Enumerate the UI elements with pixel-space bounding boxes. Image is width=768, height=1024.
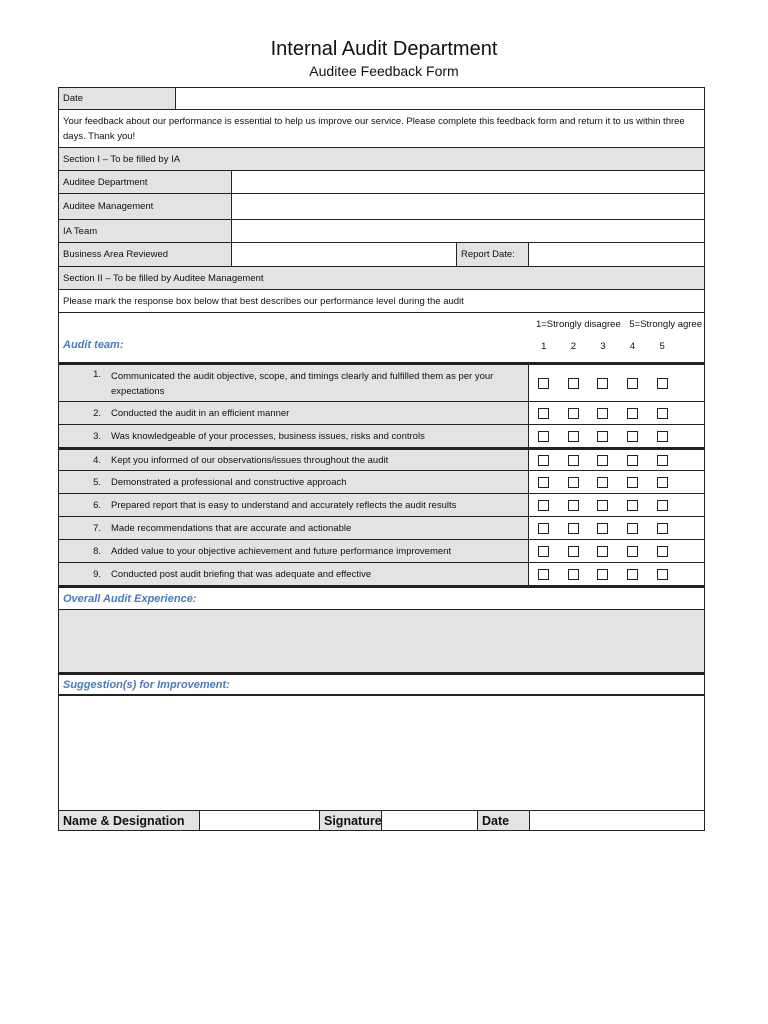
section1-heading: Section I – To be filled by IA bbox=[63, 153, 181, 165]
scale-left-label: 1=Strongly disagree bbox=[535, 319, 621, 330]
scale-numbers bbox=[529, 341, 704, 352]
rating-checkbox[interactable] bbox=[538, 477, 549, 488]
rating-item-number: 2. bbox=[93, 407, 101, 419]
rating-item-number: 5. bbox=[93, 476, 101, 488]
rating-item-row bbox=[58, 448, 705, 471]
rating-item-number: 6. bbox=[93, 499, 101, 511]
rating-item-statement bbox=[59, 471, 529, 493]
date-field[interactable] bbox=[176, 88, 704, 109]
rating-option-4 bbox=[618, 402, 648, 424]
rating-checkbox[interactable] bbox=[657, 431, 668, 442]
rating-option-4 bbox=[618, 517, 648, 539]
rating-options bbox=[529, 425, 704, 447]
rating-option-5 bbox=[647, 471, 677, 493]
rating-item-text: Prepared report that is easy to understand and accurately reflects the audit results bbox=[111, 499, 457, 511]
rating-item-statement bbox=[59, 425, 529, 447]
rating-item-number: 8. bbox=[93, 545, 101, 557]
rating-item-number: 7. bbox=[93, 522, 101, 534]
rating-checkbox[interactable] bbox=[538, 569, 549, 580]
rating-option-1 bbox=[529, 402, 559, 424]
rating-option-3 bbox=[588, 563, 618, 585]
name-designation-label: Name & Designation bbox=[59, 811, 200, 830]
footer-date-label: Date bbox=[478, 811, 530, 830]
rating-item-number: 3. bbox=[93, 430, 101, 442]
ia-team-label: IA Team bbox=[59, 220, 232, 242]
rating-option-5 bbox=[647, 563, 677, 585]
rating-option-2 bbox=[559, 563, 589, 585]
rating-option-2 bbox=[559, 425, 589, 447]
rating-item-number: 1. bbox=[93, 369, 101, 380]
rating-checkbox[interactable] bbox=[657, 569, 668, 580]
rating-item-row bbox=[58, 363, 705, 402]
rating-option-1 bbox=[529, 425, 559, 447]
rating-checkbox[interactable] bbox=[568, 408, 579, 419]
auditee-management-field[interactable] bbox=[232, 194, 704, 219]
rating-option-4 bbox=[618, 540, 648, 562]
rating-item-statement bbox=[59, 402, 529, 424]
auditee-department-field[interactable] bbox=[232, 171, 704, 193]
rating-option-4 bbox=[618, 365, 648, 401]
rating-options bbox=[529, 450, 704, 470]
rating-checkbox[interactable] bbox=[657, 378, 668, 389]
rating-option-3 bbox=[588, 540, 618, 562]
footer-row bbox=[58, 811, 705, 831]
rating-checkbox[interactable] bbox=[597, 408, 608, 419]
instruction-row bbox=[58, 290, 705, 313]
rating-checkbox[interactable] bbox=[538, 408, 549, 419]
rating-option-3 bbox=[588, 471, 618, 493]
rating-checkbox[interactable] bbox=[597, 378, 608, 389]
form-subtitle: Auditee Feedback Form bbox=[309, 63, 459, 79]
rating-option-3 bbox=[588, 450, 618, 470]
rating-options bbox=[529, 402, 704, 424]
rating-options bbox=[529, 517, 704, 539]
rating-checkbox[interactable] bbox=[657, 500, 668, 511]
feedback-form bbox=[58, 87, 705, 831]
rating-checkbox[interactable] bbox=[597, 477, 608, 488]
rating-option-1 bbox=[529, 450, 559, 470]
rating-option-2 bbox=[559, 365, 589, 401]
report-date-field[interactable] bbox=[529, 243, 704, 266]
rating-option-5 bbox=[647, 365, 677, 401]
rating-checkbox[interactable] bbox=[597, 569, 608, 580]
rating-option-3 bbox=[588, 494, 618, 516]
scale-legend bbox=[536, 319, 702, 330]
scale-number: 5 bbox=[659, 341, 665, 352]
name-designation-field[interactable] bbox=[200, 811, 320, 830]
rating-checkbox[interactable] bbox=[627, 569, 638, 580]
section2-heading: Section II – To be filled by Auditee Management bbox=[63, 272, 264, 284]
intro-row bbox=[58, 110, 705, 148]
business-area-field[interactable] bbox=[232, 243, 457, 266]
rating-item-statement bbox=[59, 517, 529, 539]
rating-checkbox[interactable] bbox=[597, 546, 608, 557]
section2-heading-row bbox=[58, 267, 705, 290]
rating-checkbox[interactable] bbox=[538, 523, 549, 534]
signature-field[interactable] bbox=[382, 811, 478, 830]
ia-team-row bbox=[58, 220, 705, 243]
suggestions-input[interactable] bbox=[58, 696, 705, 811]
rating-item-row bbox=[58, 402, 705, 425]
rating-item-number: 9. bbox=[93, 568, 101, 580]
report-date-label: Report Date: bbox=[457, 243, 529, 266]
rating-option-4 bbox=[618, 563, 648, 585]
rating-checkbox[interactable] bbox=[568, 546, 579, 557]
rating-item-row bbox=[58, 494, 705, 517]
rating-checkbox[interactable] bbox=[627, 523, 638, 534]
audit-team-label: Audit team: bbox=[63, 339, 124, 351]
scale-number: 3 bbox=[600, 341, 606, 352]
auditee-management-row bbox=[58, 194, 705, 220]
section1-heading-row bbox=[58, 148, 705, 171]
rating-option-3 bbox=[588, 425, 618, 447]
rating-item-text: Made recommendations that are accurate and actionable bbox=[111, 522, 352, 534]
rating-option-1 bbox=[529, 540, 559, 562]
signature-label: Signature bbox=[320, 811, 382, 830]
business-area-row bbox=[58, 243, 705, 267]
rating-option-5 bbox=[647, 494, 677, 516]
scale-right-label: 5=Strongly agree bbox=[629, 319, 702, 330]
rating-checkbox[interactable] bbox=[657, 477, 668, 488]
rating-item-text: Communicated the audit objective, scope, and timings clearly and fulfilled them as per your expectations bbox=[111, 371, 494, 397]
rating-item-row bbox=[58, 425, 705, 448]
rating-checkbox[interactable] bbox=[568, 523, 579, 534]
business-area-label: Business Area Reviewed bbox=[59, 243, 232, 266]
rating-checkbox[interactable] bbox=[597, 500, 608, 511]
rating-item-row bbox=[58, 563, 705, 586]
rating-option-1 bbox=[529, 365, 559, 401]
footer-date-field[interactable] bbox=[530, 811, 704, 830]
rating-items bbox=[58, 363, 705, 586]
rating-checkbox[interactable] bbox=[627, 500, 638, 511]
rating-checkbox[interactable] bbox=[568, 455, 579, 466]
rating-option-2 bbox=[559, 540, 589, 562]
rating-option-2 bbox=[559, 471, 589, 493]
overall-input[interactable] bbox=[58, 610, 705, 673]
rating-item-text: Added value to your objective achievement and future performance improvement bbox=[111, 545, 452, 557]
rating-item-row bbox=[58, 517, 705, 540]
rating-option-2 bbox=[559, 494, 589, 516]
rating-option-2 bbox=[559, 402, 589, 424]
rating-options bbox=[529, 540, 704, 562]
rating-checkbox[interactable] bbox=[597, 431, 608, 442]
rating-item-statement bbox=[59, 450, 529, 470]
rating-option-4 bbox=[618, 471, 648, 493]
auditee-department-row bbox=[58, 171, 705, 194]
scale-number: 4 bbox=[629, 341, 636, 352]
rating-option-5 bbox=[647, 517, 677, 539]
rating-option-4 bbox=[618, 494, 648, 516]
rating-option-4 bbox=[618, 450, 648, 470]
rating-item-text: Kept you informed of our observations/issues throughout the audit bbox=[111, 454, 389, 466]
rating-checkbox[interactable] bbox=[538, 546, 549, 557]
rating-item-text: Conducted the audit in an efficient manner bbox=[111, 407, 290, 419]
rating-item-statement bbox=[59, 563, 529, 585]
rating-item-statement bbox=[59, 494, 529, 516]
overall-heading-row bbox=[58, 586, 705, 610]
rating-checkbox[interactable] bbox=[627, 546, 638, 557]
rating-item-row bbox=[58, 471, 705, 494]
scale-number: 2 bbox=[570, 341, 577, 352]
rating-options bbox=[529, 494, 704, 516]
rating-option-5 bbox=[647, 402, 677, 424]
rating-item-statement bbox=[59, 540, 529, 562]
date-label: Date bbox=[59, 88, 176, 109]
rating-checkbox[interactable] bbox=[627, 408, 638, 419]
rating-checkbox[interactable] bbox=[657, 408, 668, 419]
rating-item-statement bbox=[59, 365, 529, 401]
rating-option-5 bbox=[647, 540, 677, 562]
overall-label: Overall Audit Experience: bbox=[63, 592, 197, 605]
rating-checkbox[interactable] bbox=[657, 455, 668, 466]
scale-header-row bbox=[58, 313, 705, 363]
rating-option-1 bbox=[529, 563, 559, 585]
rating-checkbox[interactable] bbox=[538, 455, 549, 466]
rating-options bbox=[529, 365, 704, 401]
rating-option-5 bbox=[647, 450, 677, 470]
rating-checkbox[interactable] bbox=[657, 546, 668, 557]
rating-item-number: 4. bbox=[93, 454, 101, 466]
rating-checkbox[interactable] bbox=[568, 500, 579, 511]
rating-item-text: Conducted post audit briefing that was adequate and effective bbox=[111, 568, 372, 580]
rating-checkbox[interactable] bbox=[627, 378, 638, 389]
rating-checkbox[interactable] bbox=[538, 431, 549, 442]
rating-option-1 bbox=[529, 494, 559, 516]
rating-checkbox[interactable] bbox=[568, 477, 579, 488]
rating-checkbox[interactable] bbox=[627, 431, 638, 442]
rating-option-2 bbox=[559, 517, 589, 539]
instruction-text: Please mark the response box below that best describes our performance level during the audit bbox=[63, 295, 464, 307]
suggestions-heading-row bbox=[58, 673, 705, 696]
rating-option-1 bbox=[529, 471, 559, 493]
suggestions-label: Suggestion(s) for Improvement: bbox=[63, 678, 230, 691]
scale-number: 1 bbox=[541, 341, 547, 352]
rating-option-4 bbox=[618, 425, 648, 447]
date-row bbox=[58, 87, 705, 110]
rating-option-1 bbox=[529, 517, 559, 539]
rating-checkbox[interactable] bbox=[538, 378, 549, 389]
auditee-department-label: Auditee Department bbox=[59, 171, 232, 193]
rating-option-3 bbox=[588, 365, 618, 401]
rating-checkbox[interactable] bbox=[538, 500, 549, 511]
ia-team-field[interactable] bbox=[232, 220, 704, 242]
rating-checkbox[interactable] bbox=[597, 523, 608, 534]
rating-checkbox[interactable] bbox=[627, 455, 638, 466]
rating-option-5 bbox=[647, 425, 677, 447]
rating-item-text: Was knowledgeable of your processes, business issues, risks and controls bbox=[111, 430, 425, 442]
rating-checkbox[interactable] bbox=[568, 569, 579, 580]
rating-option-3 bbox=[588, 517, 618, 539]
rating-checkbox[interactable] bbox=[657, 523, 668, 534]
rating-options bbox=[529, 471, 704, 493]
rating-item-row bbox=[58, 540, 705, 563]
rating-item-text: Demonstrated a professional and constructive approach bbox=[111, 476, 347, 488]
rating-option-3 bbox=[588, 402, 618, 424]
intro-text: Your feedback about our performance is essential to help us improve our service. Please complete this feedback form and return it to us within three days. Thank you! bbox=[63, 115, 685, 142]
rating-options bbox=[529, 563, 704, 585]
rating-checkbox[interactable] bbox=[627, 477, 638, 488]
form-title: Internal Audit Department bbox=[270, 38, 498, 60]
rating-checkbox[interactable] bbox=[568, 378, 579, 389]
auditee-management-label: Auditee Management bbox=[59, 194, 232, 219]
rating-checkbox[interactable] bbox=[597, 455, 608, 466]
rating-checkbox[interactable] bbox=[568, 431, 579, 442]
rating-option-2 bbox=[559, 450, 589, 470]
